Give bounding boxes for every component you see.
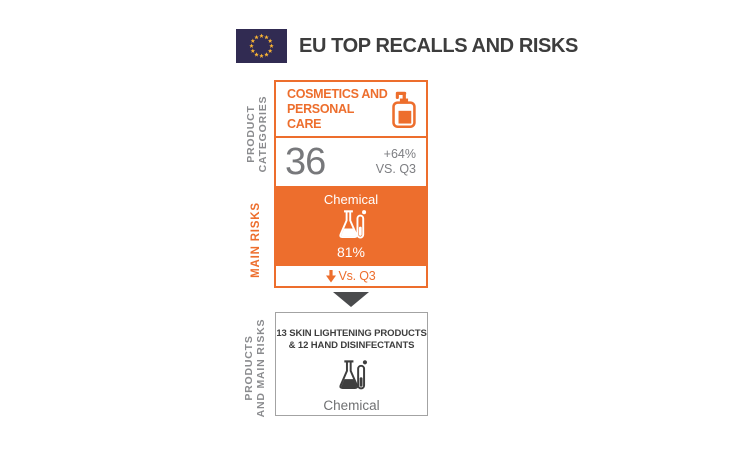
risk-trend-row [276, 266, 426, 286]
flask-icon [335, 209, 368, 242]
category-header-row [276, 82, 426, 136]
main-risk-panel [276, 186, 426, 266]
label-main-risks-text: MAIN RISKS [249, 202, 262, 278]
category-name-line2: PERSONAL CARE [287, 101, 354, 131]
recall-count-row [276, 136, 426, 186]
header [236, 29, 578, 63]
connector-triangle-icon [333, 292, 369, 307]
recall-change-percent: +64% [383, 147, 416, 161]
label-products-and-main-risks [242, 308, 268, 428]
category-name-line1: COSMETICS AND [287, 86, 388, 101]
down-arrow-icon [326, 270, 336, 283]
detail-products [276, 328, 426, 352]
page-title: EU TOP RECALLS AND RISKS [299, 34, 578, 57]
main-risk-name: Chemical [323, 192, 379, 207]
label-product-categories-line2: CATEGORIES [257, 95, 269, 173]
recall-change [376, 147, 416, 177]
detail-risk-label: Chemical [323, 398, 380, 413]
detail-products-line2: & 12 HAND DISINFECTANTS [288, 340, 415, 351]
label-products-and-main-risks-line1: PRODUCTS [242, 335, 255, 401]
detail-card [275, 312, 428, 416]
label-products-and-main-risks-line2: AND MAIN RISKS [255, 318, 267, 418]
category-card [274, 80, 428, 288]
risk-trend-label: Vs. Q3 [338, 269, 376, 283]
eu-flag-icon [236, 29, 287, 63]
category-name [287, 87, 391, 132]
label-product-categories-line1: PRODUCT [244, 105, 257, 163]
label-main-risks [248, 190, 264, 290]
soap-dispenser-icon [391, 89, 417, 129]
detail-products-line1: 13 SKIN LIGHTENING PRODUCTS [276, 328, 427, 339]
flask-icon [335, 359, 369, 393]
label-product-categories [244, 74, 270, 194]
recall-count: 36 [285, 140, 326, 183]
main-risk-percent: 81% [336, 244, 366, 260]
recall-change-reference: VS. Q3 [375, 162, 416, 176]
